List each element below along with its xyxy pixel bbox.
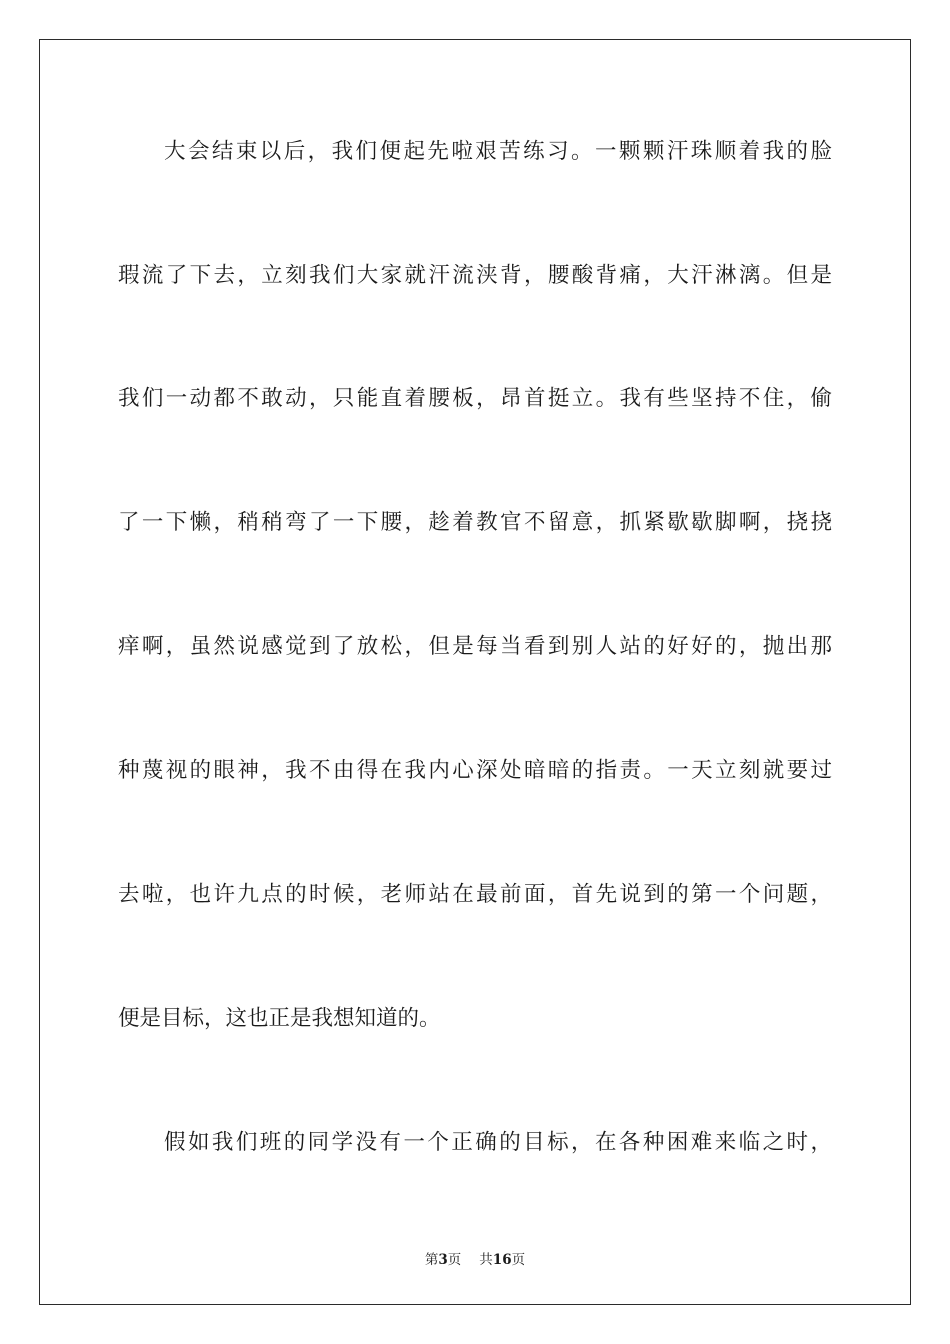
page-number: 3 (438, 1252, 448, 1268)
page-frame (39, 39, 911, 1305)
page-footer (0, 1248, 950, 1268)
paragraph-1-line-4: 了一下懒，稍稍弯了一下腰，趁着教官不留意，抓紧歇歇脚啊，挠挠 (118, 510, 832, 535)
total-pages: 16 (492, 1252, 512, 1268)
total-suffix: 页 (511, 1252, 526, 1268)
paragraph-1-line-1: 大会结束以后，我们便起先啦艰苦练习。一颗颗汗珠顺着我的脸 (164, 139, 832, 164)
page-suffix: 页 (447, 1252, 462, 1268)
paragraph-1-line-6: 种蔑视的眼神，我不由得在我内心深处暗暗的指责。一天立刻就要过 (118, 758, 832, 783)
paragraph-1-line-5: 痒啊，虽然说感觉到了放松，但是每当看到别人站的好好的，抛出那 (118, 634, 832, 659)
paragraph-1-line-3: 我们一动都不敢动，只能直着腰板，昂首挺立。我有些坚持不住，偷 (118, 386, 832, 411)
paragraph-1-line-2: 瑕流了下去，立刻我们大家就汗流浃背，腰酸背痛，大汗淋漓。但是 (118, 263, 832, 288)
paragraph-1-line-8: 便是目标，这也正是我想知道的。 (118, 1006, 441, 1031)
paragraph-2-line-1: 假如我们班的同学没有一个正确的目标，在各种困难来临之时， (164, 1130, 832, 1155)
total-prefix: 共 (479, 1252, 493, 1268)
paragraph-1-line-7: 去啦，也许九点的时候，老师站在最前面，首先说到的第一个问题， (118, 882, 832, 907)
page-prefix: 第 (424, 1252, 439, 1268)
